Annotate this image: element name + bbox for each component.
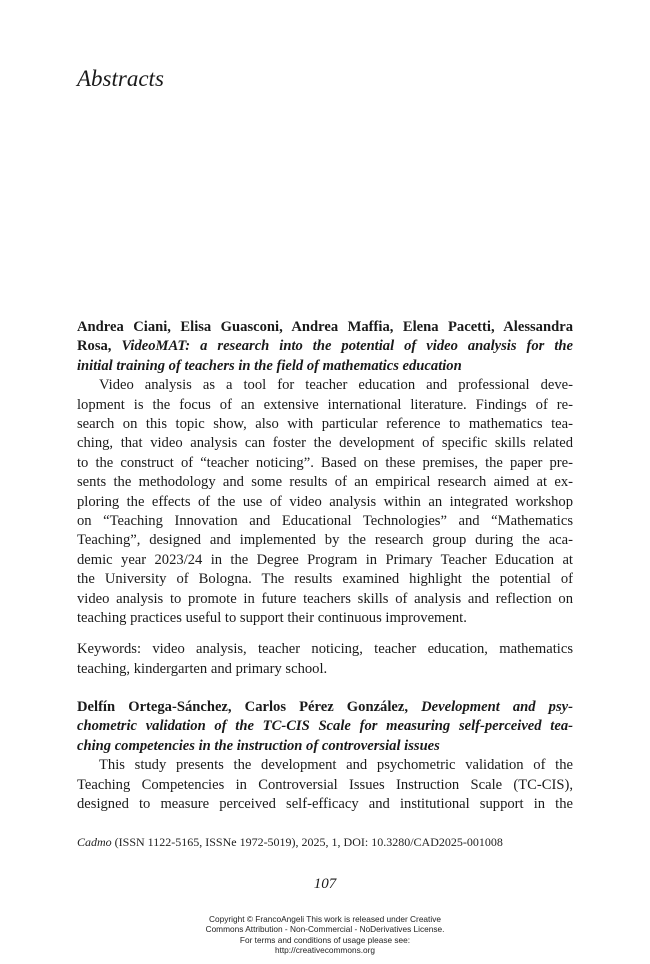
abstract-body-line: the University of Bologna. The results examined highlight the potential of xyxy=(77,571,573,588)
page-number: 107 xyxy=(313,876,337,892)
abstract-ciani-et-al xyxy=(77,318,573,629)
license-line: Commons Attribution - Non-Commercial - NoDerivatives License. xyxy=(205,924,445,935)
license-line: Copyright © FrancoAngeli This work is released under Creative xyxy=(209,914,441,924)
abstract-body-line: designed to measure perceived self-efficacy and institutional support in the xyxy=(77,796,573,813)
section-title: Abstracts xyxy=(77,66,164,91)
abstract-body-line: Teaching Competencies in Controversial Issues Instruction Scale (TC-CIS), xyxy=(77,776,573,793)
journal-citation xyxy=(77,835,503,850)
journal-name: Cadmo xyxy=(77,835,112,849)
abstract-body-line: to the construct of “teacher noticing”. Based on these premises, the paper pre- xyxy=(77,454,573,471)
abstract-ortega-sanchez xyxy=(77,698,573,814)
abstract-body-line: ploring the effects of the use of video analysis within an integrated workshop xyxy=(77,493,573,510)
abstract-body-line: demic year 2023/24 in the Degree Program in Primary Teacher Education at xyxy=(77,551,573,568)
keywords-line: Keywords: video analysis, teacher noticing, teacher education, mathematics xyxy=(77,641,573,657)
abstract-body-line: video analysis to promote in future teachers skills of analysis and reflection on xyxy=(77,590,573,607)
abstract-title: ching competencies in the instruction of controversial issues xyxy=(77,737,440,754)
abstract-authors-end: Rosa, xyxy=(77,338,122,355)
license-line: For terms and conditions of usage please see: xyxy=(239,934,411,945)
abstract-title: VideoMAT: a research into the potential of video analysis for the xyxy=(121,338,574,355)
abstract-title: initial training of teachers in the field of mathematics education xyxy=(77,357,462,374)
citation-details: (ISSN 1122-5165, ISSNe 1972-5019), 2025, 1, DOI: 10.3280/CAD2025-001008 xyxy=(111,835,503,849)
abstract-body-line: Video analysis as a tool for teacher education and professional deve- xyxy=(99,377,573,394)
keywords-line: teaching, kindergarten and primary school. xyxy=(77,660,328,677)
abstract-body-line: lopment is the focus of an extensive international literature. Findings of re- xyxy=(77,396,573,413)
abstract-title-line xyxy=(77,337,573,356)
abstract-title: Development and psy- xyxy=(421,699,573,715)
abstract-title-line xyxy=(77,698,573,717)
license-notice xyxy=(0,914,650,955)
abstract-body-line: on “Teaching Innovation and Educational Technologies” and “Mathematics xyxy=(77,513,573,530)
abstract-title: chometric validation of the TC-CIS Scale for measuring self-perceived tea- xyxy=(77,718,573,735)
abstract-authors: Delfín Ortega-Sánchez, Carlos Pérez González, xyxy=(77,699,422,715)
abstract-authors: Andrea Ciani, Elisa Guasconi, Andrea Maffia, Elena Pacetti, Alessandra xyxy=(77,319,573,335)
keywords xyxy=(77,640,573,679)
abstract-body-line: search on this topic show, also with particular reference to mathematics tea- xyxy=(77,416,573,433)
abstract-body-line: ching, that video analysis can foster the development of specific skills related xyxy=(77,435,573,452)
abstract-body-line: Teaching”, designed and implemented by the research group during the aca- xyxy=(77,532,573,549)
abstract-body-line: This study presents the development and psychometric validation of the xyxy=(99,757,573,774)
abstract-body-line: sents the methodology and some results of an empirical research aimed at ex- xyxy=(77,474,573,491)
abstract-body-line: teaching practices useful to support their continuous improvement. xyxy=(77,610,467,627)
license-link[interactable]: http://creativecommons.org xyxy=(274,944,376,955)
